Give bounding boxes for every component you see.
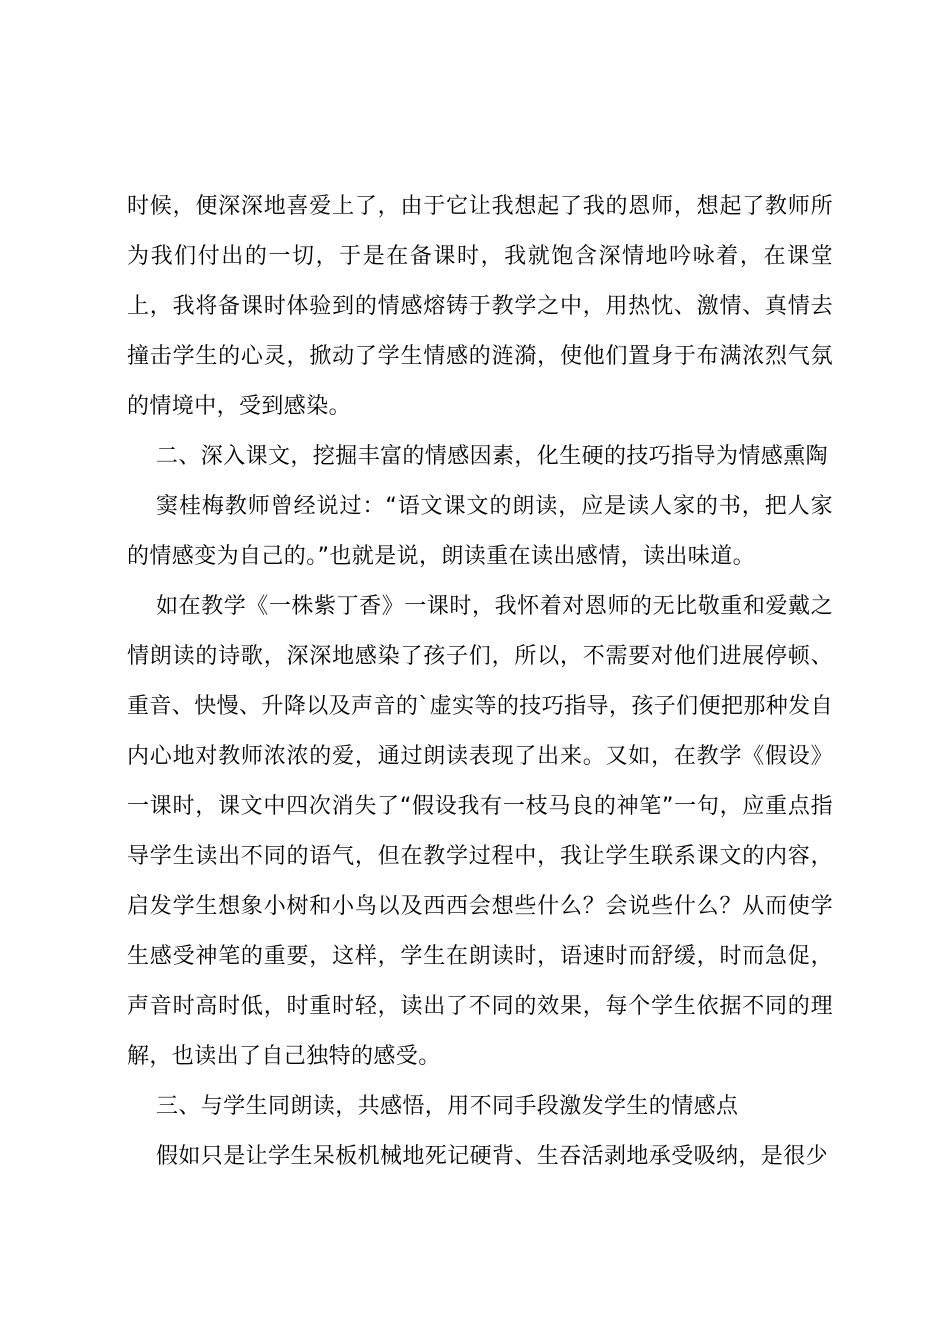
paragraph-quote: 窦桂梅教师曾经说过：“语文课文的朗读，应是读人家的书，把人家的情感变为自己的。”也就是说，朗读重在读出感情，读出味道。 bbox=[127, 494, 833, 569]
paragraph-examples: 如在教学《一株紫丁香》一课时，我怀着对恩师的无比敬重和爱戴之情朗读的诗歌，深深地感染了孩子们，所以，不需要对他们进展停顿、重音、快慢、升降以及声音的`虚实等的技巧指导，孩子们便把那种发自内心地对教师浓浓的爱，通过朗读表现了出来。又如，在教学《假设》一课时，课文中四次消失了“假设我有一枝马良的神笔”一句，应重点指导学生读出不同的语气，但在教学过程中，我让学生联系课文的内容，启发学生想象小树和小鸟以及西西会想些什么？会说些什么？从而使学生感受神笔的重要，这样，学生在朗读时，语速时而舒缓，时而急促，声音时高时低，时重时轻，读出了不同的效果，每个学生依据不同的理解，也读出了自己独特的感受。 bbox=[127, 594, 833, 1069]
paragraph-final: 假如只是让学生呆板机械地死记硬背、生吞活剥地承受吸纳，是很少 bbox=[156, 1144, 829, 1169]
section-heading-2: 二、深入课文，挖掘丰富的情感因素，化生硬的技巧指导为情感熏陶 bbox=[156, 444, 829, 469]
paragraph-continuation: 时候，便深深地喜爱上了，由于它让我想起了我的恩师，想起了教师所为我们付出的一切，于是在备课时，我就饱含深情地吟咏着，在课堂上，我将备课时体验到的情感熔铸于教学之中，用热忱、激情、真情去撞击学生的心灵，掀动了学生情感的涟漪，使他们置身于布满浓烈气氛的情境中，受到感染。 bbox=[127, 194, 833, 419]
section-heading-3: 三、与学生同朗读，共感悟，用不同手段激发学生的情感点 bbox=[156, 1094, 739, 1119]
document-body bbox=[127, 182, 833, 1182]
